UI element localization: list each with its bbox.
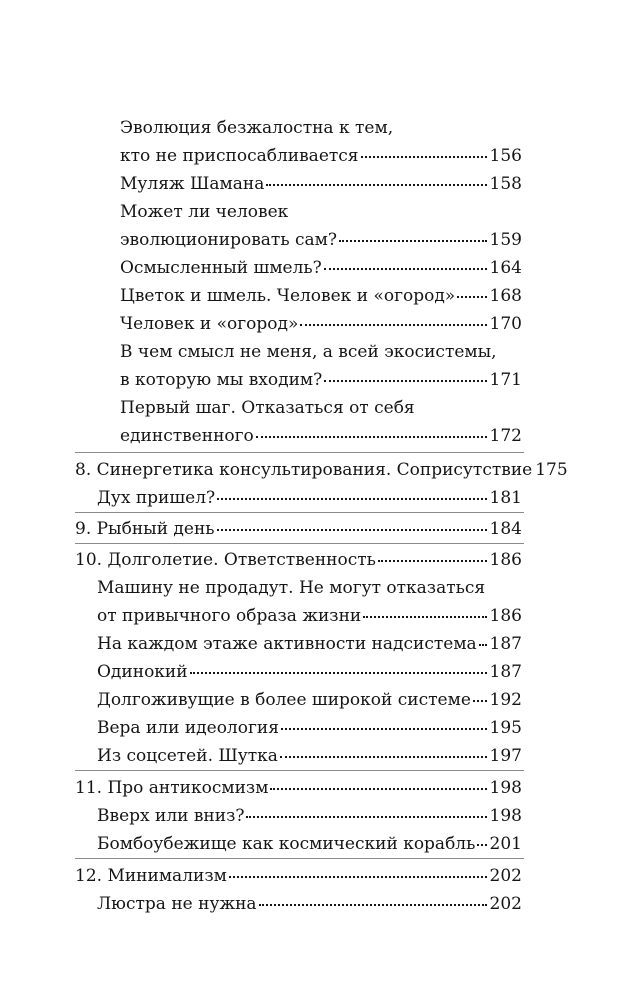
toc-page-number: 181 bbox=[489, 488, 522, 508]
dot-leader bbox=[457, 295, 486, 298]
toc-entry-title: в которую мы входим? bbox=[120, 370, 323, 390]
toc-entry bbox=[120, 393, 522, 423]
toc-entry-title: Может ли человек bbox=[120, 202, 289, 222]
toc-chapter bbox=[75, 545, 522, 575]
toc-entry-title: Дух пришел? bbox=[97, 488, 216, 508]
toc-chapter-title: 12. Минимализм bbox=[75, 866, 227, 886]
toc-entry bbox=[120, 281, 522, 311]
toc-chapter-title: 10. Долголетие. Ответственность bbox=[75, 550, 376, 570]
dot-leader bbox=[324, 379, 486, 382]
toc-entry bbox=[97, 801, 522, 831]
toc-entry-title: Одинокий bbox=[97, 662, 188, 682]
toc-page-number: 197 bbox=[489, 746, 522, 766]
toc-entry-title: Муляж Шамана bbox=[120, 174, 265, 194]
dot-leader bbox=[339, 239, 487, 242]
toc-entry bbox=[97, 483, 522, 513]
toc-chapter bbox=[75, 861, 522, 891]
dot-leader bbox=[259, 903, 487, 906]
toc-chapter-title: 9. Рыбный день bbox=[75, 519, 215, 539]
dot-leader bbox=[281, 727, 487, 730]
toc-entry-title: Из соцсетей. Шутка bbox=[97, 746, 278, 766]
toc-entry bbox=[120, 113, 522, 143]
toc-page-number: 159 bbox=[489, 230, 522, 250]
toc-page-number: 158 bbox=[489, 174, 522, 194]
toc-page-number: 187 bbox=[489, 634, 522, 654]
dot-leader bbox=[361, 155, 487, 158]
toc-page-number: 187 bbox=[489, 662, 522, 682]
toc-entry bbox=[97, 685, 522, 715]
dot-leader bbox=[479, 643, 487, 646]
toc-entry-title: Вверх или вниз? bbox=[97, 806, 245, 826]
dot-leader bbox=[324, 267, 487, 270]
dot-leader bbox=[363, 615, 486, 618]
toc-entry-title: Машину не продадут. Не могут отказаться bbox=[97, 578, 486, 598]
dot-leader bbox=[270, 787, 486, 790]
dot-leader bbox=[477, 843, 486, 846]
toc-entry bbox=[120, 253, 522, 283]
toc-entry bbox=[120, 337, 522, 367]
dot-leader bbox=[378, 559, 487, 562]
dot-leader bbox=[473, 699, 487, 702]
toc-entry-title: Люстра не нужна bbox=[97, 894, 257, 914]
toc-entry-title: кто не приспосабливается bbox=[120, 146, 359, 166]
toc-chapter bbox=[75, 514, 522, 544]
dot-leader bbox=[217, 497, 486, 500]
toc-entry-title: Человек и «огород» bbox=[120, 314, 299, 334]
toc-page-number: 195 bbox=[489, 718, 522, 738]
toc-entry bbox=[120, 421, 522, 451]
toc-entry bbox=[120, 365, 522, 395]
section-divider bbox=[75, 452, 524, 453]
toc-entry bbox=[120, 141, 522, 171]
toc-entry bbox=[97, 713, 522, 743]
toc-page-number: 186 bbox=[489, 606, 522, 626]
section-divider bbox=[75, 858, 524, 859]
dot-leader bbox=[217, 528, 487, 531]
toc-page-number: 164 bbox=[489, 258, 522, 278]
toc-entry bbox=[97, 573, 522, 603]
toc-chapter bbox=[75, 773, 522, 803]
toc-entry-title: Эволюция безжалостна к тем, bbox=[120, 118, 394, 138]
dot-leader bbox=[266, 183, 486, 186]
toc-entry-title: На каждом этаже активности надсистема bbox=[97, 634, 477, 654]
toc-chapter-title: 11. Про антикосмизм bbox=[75, 778, 269, 798]
toc-page-number: 156 bbox=[489, 146, 522, 166]
toc-entry bbox=[97, 601, 522, 631]
toc-entry-title: от привычного образа жизни bbox=[97, 606, 362, 626]
toc-entry-title: В чем смысл не меня, а всей экосистемы, bbox=[120, 342, 497, 362]
dot-leader bbox=[190, 671, 487, 674]
toc-entry-title: Бомбоубежище как космический корабль bbox=[97, 834, 476, 854]
toc-page-number: 184 bbox=[489, 519, 522, 539]
toc-entry-title: Вера или идеология bbox=[97, 718, 279, 738]
toc-entry bbox=[120, 197, 522, 227]
toc-page-number: 202 bbox=[489, 866, 522, 886]
toc-entry bbox=[97, 829, 522, 859]
dot-leader bbox=[300, 323, 486, 326]
toc-page-number: 186 bbox=[489, 550, 522, 570]
toc-page-number: 202 bbox=[489, 894, 522, 914]
toc-entry-title: Цветок и шмель. Человек и «огород» bbox=[120, 286, 456, 306]
section-divider bbox=[75, 512, 524, 513]
dot-leader bbox=[256, 435, 487, 438]
toc-page-number: 198 bbox=[489, 778, 522, 798]
toc-entry bbox=[120, 169, 522, 199]
toc-page-number: 201 bbox=[489, 834, 522, 854]
toc-page-number: 192 bbox=[489, 690, 522, 710]
toc-entry bbox=[120, 225, 522, 255]
toc-entry bbox=[97, 657, 522, 687]
toc-chapter-title: 8. Синергетика консультирования. Соприсутствие bbox=[75, 460, 533, 480]
toc-entry bbox=[97, 741, 522, 771]
dot-leader bbox=[532, 469, 535, 472]
dot-leader bbox=[280, 755, 487, 758]
toc-entry-title: Долгоживущие в более широкой системе bbox=[97, 690, 471, 710]
section-divider bbox=[75, 770, 524, 771]
toc-entry bbox=[97, 889, 522, 919]
toc-entry bbox=[97, 629, 522, 659]
toc-page-number: 172 bbox=[489, 426, 522, 446]
toc-chapter bbox=[75, 455, 568, 485]
dot-leader bbox=[229, 875, 487, 878]
section-divider bbox=[75, 543, 524, 544]
dot-leader bbox=[246, 815, 486, 818]
toc-page-number: 168 bbox=[489, 286, 522, 306]
toc-entry-title: эволюционировать сам? bbox=[120, 230, 337, 250]
toc-entry bbox=[120, 309, 522, 339]
toc-page-number: 198 bbox=[489, 806, 522, 826]
toc-entry-title: единственного bbox=[120, 426, 254, 446]
toc-page-number: 175 bbox=[535, 460, 568, 480]
toc-entry-title: Осмысленный шмель? bbox=[120, 258, 322, 278]
toc-page-number: 171 bbox=[489, 370, 522, 390]
toc-page-number: 170 bbox=[489, 314, 522, 334]
toc-entry-title: Первый шаг. Отказаться от себя bbox=[120, 398, 415, 418]
